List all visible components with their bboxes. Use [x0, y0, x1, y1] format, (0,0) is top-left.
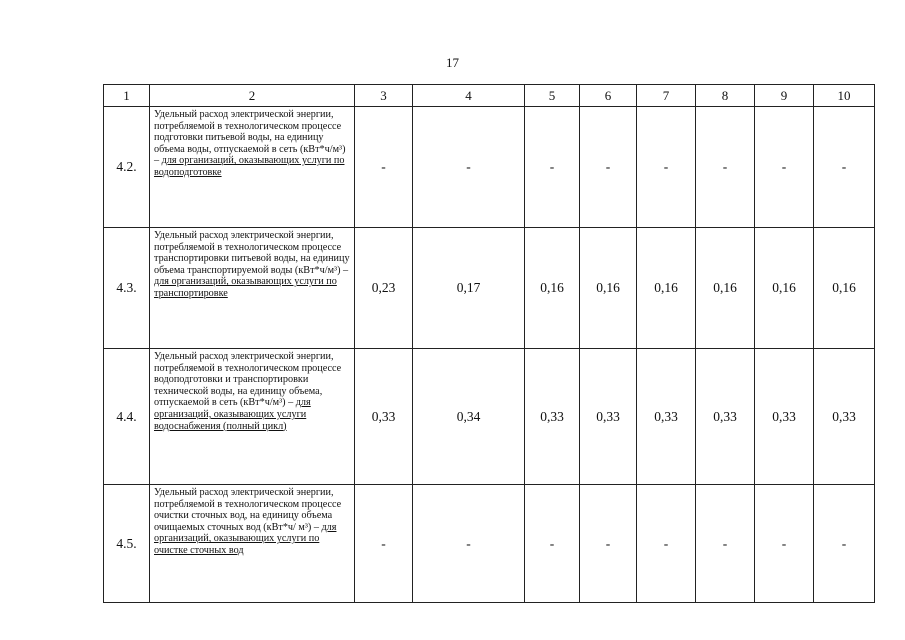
value-cell: 0,33	[696, 349, 755, 485]
table-row	[104, 228, 875, 349]
table-row	[104, 485, 875, 603]
row-description	[150, 107, 355, 228]
table-row	[104, 349, 875, 485]
value-cell: -	[355, 107, 413, 228]
header-cell: 8	[696, 85, 755, 107]
value-cell: 0,16	[637, 228, 696, 349]
table-row	[104, 107, 875, 228]
value-cell: -	[525, 107, 580, 228]
header-cell: 9	[755, 85, 814, 107]
value-cell: -	[637, 107, 696, 228]
value-cell: 0,33	[525, 349, 580, 485]
value-cell: 0,23	[355, 228, 413, 349]
row-number: 4.4.	[104, 349, 150, 485]
value-cell: 0,33	[580, 349, 637, 485]
table-header-row	[104, 85, 875, 107]
row-number: 4.5.	[104, 485, 150, 603]
header-cell: 10	[814, 85, 875, 107]
page-number: 17	[446, 55, 459, 70]
value-cell: 0,16	[580, 228, 637, 349]
value-cell: 0,34	[413, 349, 525, 485]
value-cell: -	[525, 485, 580, 603]
value-cell: -	[696, 485, 755, 603]
header-cell: 7	[637, 85, 696, 107]
value-cell: 0,16	[525, 228, 580, 349]
description-underlined: для организаций, оказывающих услуги по очистке сточных вод	[154, 521, 337, 556]
value-cell: -	[814, 485, 875, 603]
value-cell: 0,16	[696, 228, 755, 349]
value-cell: 0,16	[755, 228, 814, 349]
value-cell: 0,16	[814, 228, 875, 349]
value-cell: -	[696, 107, 755, 228]
row-number: 4.3.	[104, 228, 150, 349]
indicator-table	[103, 84, 875, 603]
description-underlined: для организаций, оказывающих услуги по водоподготовке	[154, 155, 345, 178]
description-underlined: для организаций, оказывающих услуги по транспортировке	[154, 276, 337, 299]
header-cell: 2	[150, 85, 355, 107]
description-text: Удельный расход электрической энергии, потребляемой в технологическом процессе очистки сточных вод, на единицу объема очищаемых сточных вод (кВт*ч/ м³) –	[154, 487, 342, 533]
header-cell: 4	[413, 85, 525, 107]
description-text: Удельный расход электрической энергии, потребляемой в технологическом процессе водоподготовки и транспортировки технической воды, на единицу объема, отпускаемой в сеть (кВт*ч/м³) –	[154, 351, 342, 409]
value-cell: -	[814, 107, 875, 228]
value-cell: 0,17	[413, 228, 525, 349]
value-cell: -	[413, 107, 525, 228]
value-cell: -	[580, 485, 637, 603]
row-description	[150, 228, 355, 349]
description-text: Удельный расход электрической энергии, потребляемой в технологическом процессе подготовки питьевой воды, на единицу объема воды, отпускаемой в сеть (кВт*ч/м³) –	[154, 109, 346, 167]
value-cell: -	[413, 485, 525, 603]
header-cell: 3	[355, 85, 413, 107]
value-cell: -	[580, 107, 637, 228]
value-cell: 0,33	[814, 349, 875, 485]
value-cell: -	[355, 485, 413, 603]
row-number: 4.2.	[104, 107, 150, 228]
value-cell: 0,33	[755, 349, 814, 485]
value-cell: 0,33	[637, 349, 696, 485]
row-description	[150, 349, 355, 485]
value-cell: -	[755, 107, 814, 228]
header-cell: 5	[525, 85, 580, 107]
value-cell: 0,33	[355, 349, 413, 485]
value-cell: -	[755, 485, 814, 603]
description-text: Удельный расход электрической энергии, потребляемой в технологическом процессе транспортировки питьевой воды, на единицу объема транспортируемой воды (кВт*ч/м³) –	[154, 230, 350, 276]
description-underlined: для организаций, оказывающих услуги водоснабжения (полный цикл)	[154, 397, 311, 432]
header-cell: 6	[580, 85, 637, 107]
value-cell: -	[637, 485, 696, 603]
header-cell: 1	[104, 85, 150, 107]
row-description	[150, 485, 355, 603]
